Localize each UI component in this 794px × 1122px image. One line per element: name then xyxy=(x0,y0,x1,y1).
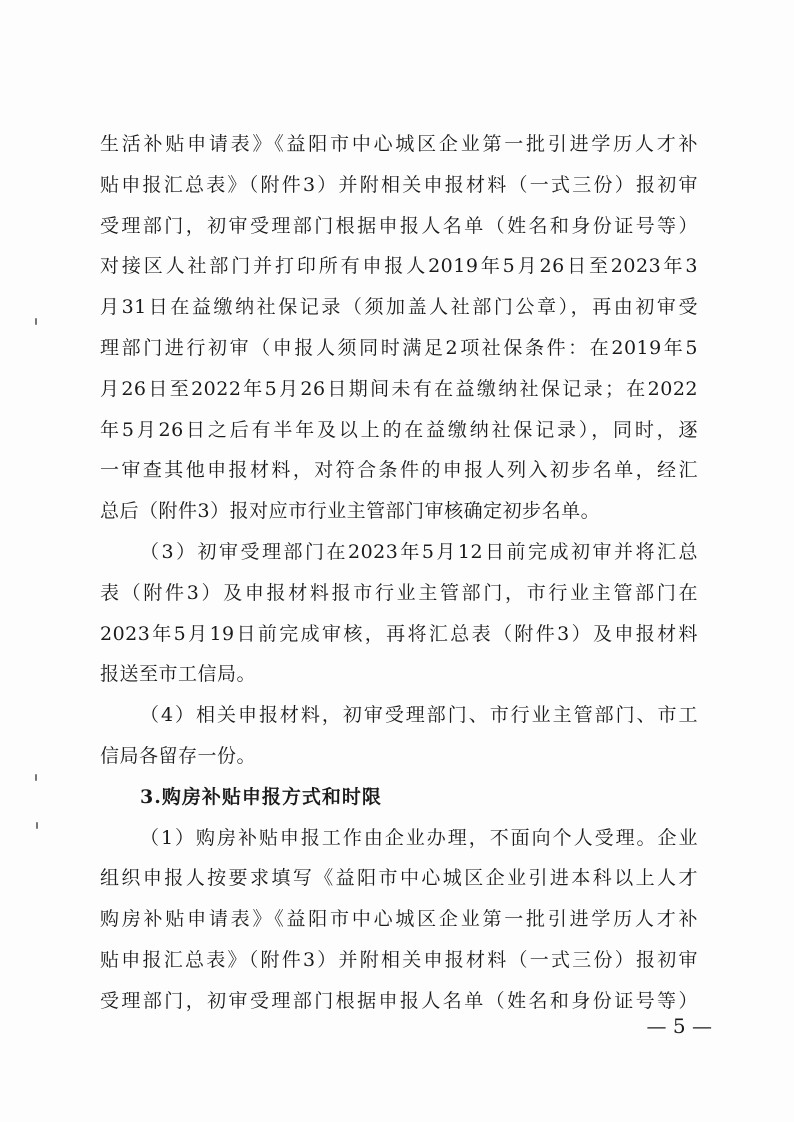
text-line: 理部门进行初审（申报人须同时满足2项社保条件：在2019年5 xyxy=(100,336,698,359)
text-line: 总后（附件3）报对应市行业主管部门审核确定初步名单。 xyxy=(100,500,601,523)
text-line: 2023年5月19日前完成审核，再将汇总表（附件3）及申报材料 xyxy=(100,622,698,645)
scan-mark xyxy=(36,822,38,829)
text-line: 贴申报汇总表》（附件3）并附相关申报材料（一式三份）报初审 xyxy=(100,173,698,196)
text-line: 组织申报人按要求填写《益阳市中心城区企业引进本科以上人才 xyxy=(100,867,698,890)
paragraph-first-line: （4）相关申报材料，初审受理部门、市行业主管部门、市工 xyxy=(140,704,698,727)
text-line: 报送至市工信局。 xyxy=(100,663,257,686)
paragraph-first-line: （1）购房补贴申报工作由企业办理，不面向个人受理。企业 xyxy=(140,826,698,849)
paragraph-first-line: （3）初审受理部门在2023年5月12日前完成初审并将汇总 xyxy=(140,540,698,563)
text-line: 对接区人社部门并打印所有申报人2019年5月26日至2023年3 xyxy=(100,255,698,278)
text-line: 表（附件3）及申报材料报市行业主管部门，市行业主管部门在 xyxy=(100,581,698,604)
page-number: — 5 — xyxy=(646,1014,712,1038)
text-line: 月31日在益缴纳社保记录（须加盖人社部门公章），再由初审受 xyxy=(100,296,698,319)
text-line: 生活补贴申请表》《益阳市中心城区企业第一批引进学历人才补 xyxy=(100,133,698,155)
text-line: 购房补贴申请表》《益阳市中心城区企业第一批引进学历人才补 xyxy=(100,908,698,931)
scan-mark xyxy=(35,318,37,325)
text-line: 年5月26日之后有半年及以上的在益缴纳社保记录），同时，逐 xyxy=(100,418,698,441)
text-line: 信局各留存一份。 xyxy=(100,744,257,767)
text-line: 受理部门，初审受理部门根据申报人名单（姓名和身份证号等） xyxy=(100,989,698,1012)
text-line: 贴申报汇总表》（附件3）并附相关申报材料（一式三份）报初审 xyxy=(100,948,698,971)
text-line: 月26日至2022年5月26日期间未有在益缴纳社保记录；在2022 xyxy=(100,377,698,400)
text-line: 受理部门，初审受理部门根据申报人名单（姓名和身份证号等） xyxy=(100,214,698,237)
section-heading: 3.购房补贴申报方式和时限 xyxy=(140,785,382,808)
text-line: 一审查其他申报材料，对符合条件的申报人列入初步名单，经汇 xyxy=(100,459,698,482)
scan-mark xyxy=(35,774,37,781)
document-body xyxy=(100,124,698,1022)
